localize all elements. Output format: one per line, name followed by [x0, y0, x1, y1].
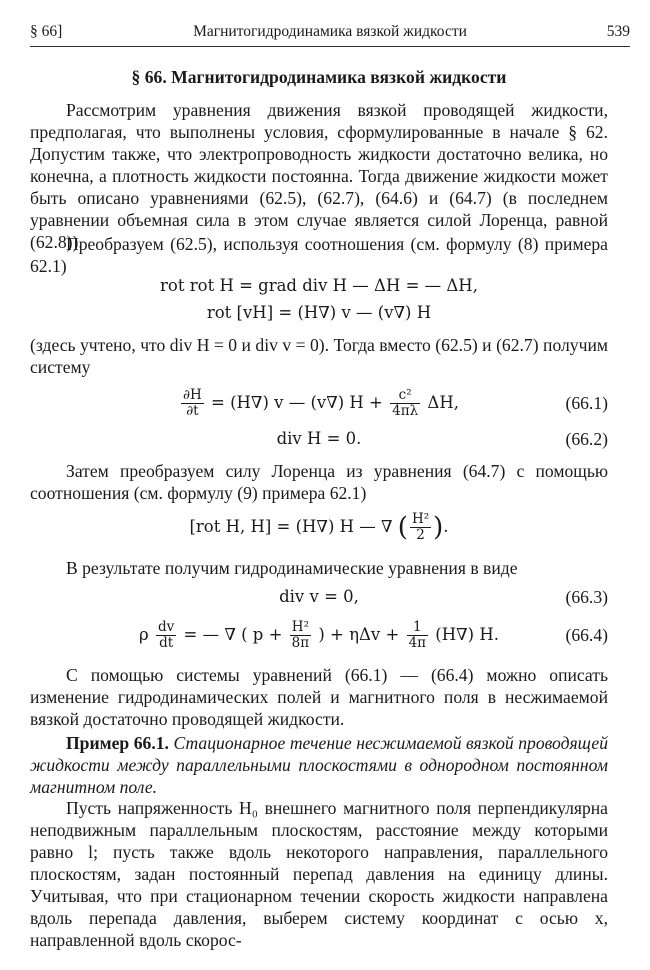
example-heading [30, 732, 608, 798]
header-running-title: Магнитогидродинамика вязкой жидкости [193, 23, 467, 40]
fraction: $\frac{1}{4\pi}$ [408, 619, 427, 651]
example-label: Пример 66.1. [66, 733, 169, 753]
paragraph-example [30, 797, 608, 951]
equation-text: rot rot H = grad div H — ΔH = — ΔH, [160, 276, 478, 295]
equation-66-2 [30, 428, 608, 454]
example-statement: Стационарное течение несжимаемой вязкой проводящей жидкости между параллельными плоскостями в однородном постоянном магнитном поле. [30, 733, 608, 797]
equation-rot-vh [30, 302, 608, 328]
equation-text: div H = 0. [276, 429, 362, 448]
paragraph-result [30, 557, 608, 579]
section-title: § 66. Магнитогидродинамика вязкой жидкости [131, 67, 507, 87]
running-header [30, 18, 630, 47]
paragraph-lorentz [30, 460, 608, 504]
equation-number: (66.1) [565, 393, 608, 413]
paragraph-summary [30, 664, 608, 730]
paragraph-text: В результате получим гидродинамические уравнения в виде [66, 558, 518, 578]
paragraph-note [30, 334, 608, 378]
equation-66-4 [30, 615, 608, 655]
paragraph-text: Преобразуем (62.5), используя соотношения (см. формулу (8) примера 62.1) [30, 234, 608, 276]
equation-body: [rot H, H] = (H∇) H — ∇ ( $\frac{\text{H²}}{2}$ ). [189, 511, 449, 543]
paragraph-text: (здесь учтено, что div H = 0 и div v = 0). Тогда вместо (62.5) и (62.7) получим систему [30, 335, 608, 377]
paragraph-text: С помощью системы уравнений (66.1) — (66.4) можно описать изменение гидродинамических полей и магнитного поля в несжимаемой вязкой достаточно проводящей жидкости. [30, 665, 608, 729]
header-section-ref: § 66] [30, 23, 63, 40]
paragraph-intro [30, 99, 608, 253]
page-number: 539 [606, 23, 630, 40]
equation-lorentz [30, 507, 608, 547]
paragraph-text: Затем преобразуем силу Лоренца из уравнения (64.7) с помощью соотношения (см. формулу (9) примера 62.1) [30, 461, 608, 503]
equation-number: (66.2) [565, 429, 608, 449]
equation-body: $\frac{\partial H}{\partial t}$ = (H∇) v — (v∇) H + $\frac{\text{c²}}{4\pi\lambda}$ ΔH, [183, 387, 459, 419]
fraction: $\frac{\partial H}{\partial t}$ [183, 387, 202, 419]
equation-text: rot [vH] = (H∇) v — (v∇) H [206, 303, 432, 322]
equation-number: (66.3) [565, 587, 608, 607]
equation-body: ρ $\frac{dv}{dt}$ = — ∇ ( p + $\frac{\text{H²}}{8\pi}$ ) + ηΔv + $\frac{1}{4\pi}$ (H∇) H. [139, 619, 499, 651]
fraction: $\frac{dv}{dt}$ [157, 619, 175, 651]
fraction: $\frac{\text{H²}}{8\pi}$ [291, 619, 310, 651]
paragraph-text: Рассмотрим уравнения движения вязкой проводящей жидкости, предполагая, что выполнены условия, сформулированные в начале § 62. Допустим также, что электропроводность жидкости достаточно велика, но конечна, а плотность жидкости постоянна. Тогда движение жидкости может быть описано уравнениями (62.5), (62.7), (64.6) и (64.7) (в последнем уравнении объемная сила в этом случае является силой Лоренца, равной (62.8)). [30, 100, 608, 252]
paragraph-text: Пусть напряженность H₀ внешнего магнитного поля перпендикулярна неподвижным параллельным плоскостям, расстояние между которыми равно l; пусть также вдоль некоторого направления, параллельного плоскостям, задан постоянный перепад давления на единицу длины. Учитывая, что при стационарном течении скорость жидкости направлена вдоль перепада давления, выберем систему координат с осью x, направленной вдоль скорос- [30, 798, 608, 950]
equation-rot-rot [30, 275, 608, 301]
equation-66-3 [30, 586, 608, 612]
equation-66-1 [30, 386, 608, 420]
fraction: $\frac{\text{c²}}{4\pi\lambda}$ [392, 387, 419, 419]
equation-text: div v = 0, [279, 587, 359, 606]
paragraph-transform [30, 233, 608, 277]
fraction: $\frac{\text{H²}}{2}$ [411, 511, 430, 543]
equation-number: (66.4) [565, 625, 608, 645]
